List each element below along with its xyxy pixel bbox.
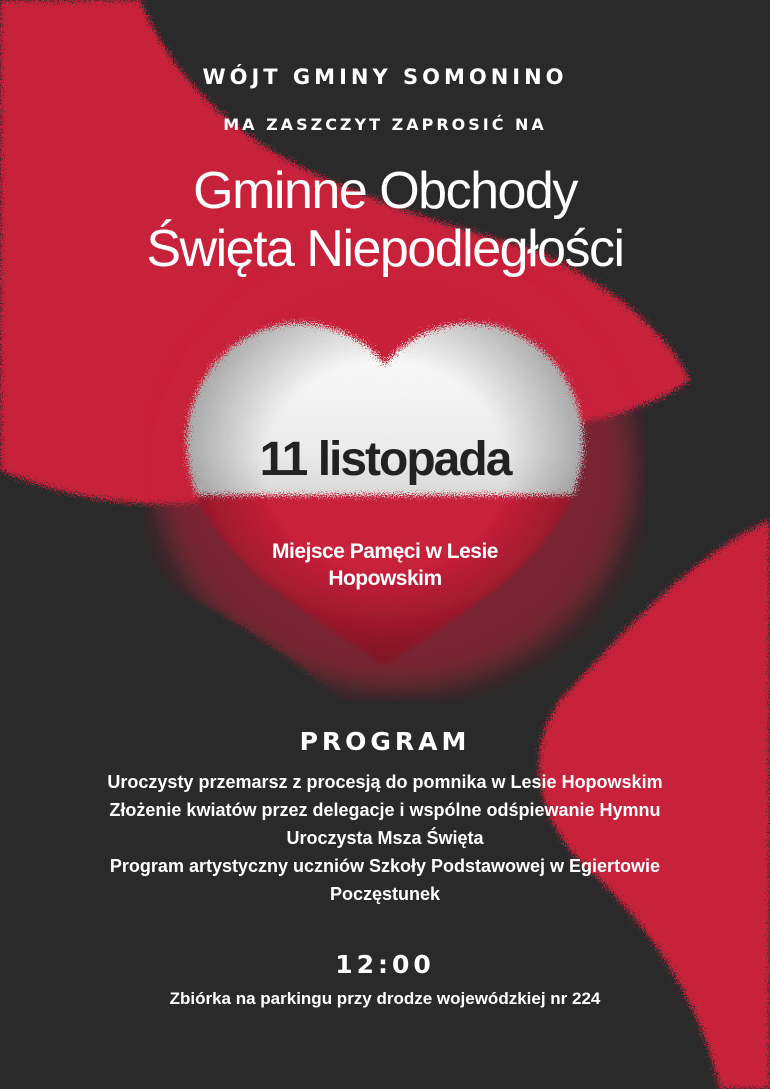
program-item: Uroczysta Msza Święta — [286, 828, 484, 848]
event-title — [0, 162, 770, 278]
event-place-line2: Hopowskim — [328, 567, 442, 590]
organizer-heading: WÓJT GMINY SOMONINO — [202, 65, 568, 89]
event-place — [0, 538, 770, 592]
program-heading: PROGRAM — [299, 727, 471, 756]
event-date: 11 listopada — [259, 433, 511, 486]
program-item: Złożenie kwiatów przez delegacje i wspólne odśpiewanie Hymnu — [109, 800, 661, 820]
program-item: Poczęstunek — [329, 884, 441, 904]
event-time: 12:00 — [335, 950, 435, 979]
program-item: Uroczysty przemarsz z procesją do pomnika w Lesie Hopowskim — [107, 772, 663, 792]
event-place-line1: Miejsce Pamęci w Lesie — [272, 540, 498, 563]
event-title-line1: Gminne Obchody — [193, 162, 577, 220]
program-item: Program artystyczny uczniów Szkoły Podstawowej w Egiertowie — [109, 856, 661, 876]
program-list — [0, 768, 770, 908]
invitation-line: MA ZASZCZYT ZAPROSIĆ NA — [223, 115, 547, 134]
meeting-point: Zbiórka na parkingu przy drodze wojewódzkiej nr 224 — [169, 989, 601, 1008]
event-title-line2: Święta Niepodległości — [146, 220, 624, 278]
